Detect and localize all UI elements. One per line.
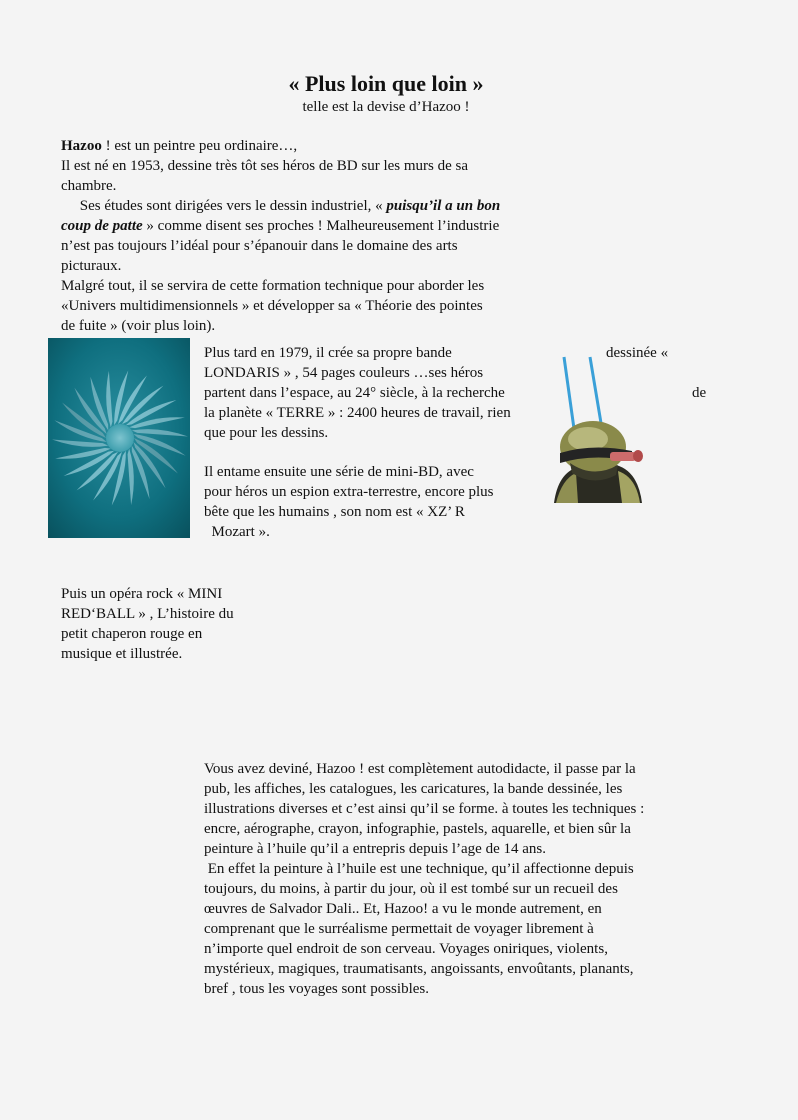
- closing-line: illustrations diverses et c’est ainsi qu’il se forme. à toutes les techniques :: [204, 801, 645, 817]
- londaris-line-4: la planète « TERRE » : 2400 heures de travail, rien: [204, 405, 511, 421]
- londaris-line-2: LONDARIS » , 54 pages couleurs …ses héros: [204, 365, 484, 381]
- closing-line: pub, les affiches, les catalogues, les caricatures, la bande dessinée, les: [204, 781, 623, 797]
- artist-name: Hazoo: [61, 138, 102, 154]
- intro-line-7: picturaux.: [61, 258, 122, 274]
- intro-line-2: Il est né en 1953, dessine très tôt ses héros de BD sur les murs de sa: [61, 158, 469, 174]
- closing-line: n’importe quel endroit de son cerveau. Voyages oniriques, violents,: [204, 941, 608, 957]
- page-subtitle: telle est la devise d’Hazoo !: [302, 99, 470, 115]
- minibd-line-3: bête que les humains , son nom est « XZ’ R: [204, 504, 465, 520]
- spiral-artwork-image: [48, 338, 190, 538]
- intro-line-5-text: » comme disent ses proches ! Malheureusement l’industrie: [142, 218, 500, 234]
- intro-line-8: Malgré tout, il se servira de cette formation technique pour aborder les: [61, 278, 485, 294]
- intro-line-10: de fuite » (voir plus loin).: [61, 318, 216, 334]
- closing-line: encre, aérographe, crayon, infographie, pastels, aquarelle, et bien sûr la: [204, 821, 631, 837]
- londaris-line-3: partent dans l’espace, au 24° siècle, à la recherche: [204, 385, 505, 401]
- closing-line: toujours, du moins, à partir du jour, où il est tombé sur un recueil des: [204, 881, 618, 897]
- opera-line-4: musique et illustrée.: [61, 646, 183, 662]
- minibd-line-2: pour héros un espion extra-terrestre, encore plus: [204, 484, 494, 500]
- intro-line-3: chambre.: [61, 178, 117, 194]
- closing-line: Vous avez deviné, Hazoo ! est complètement autodidacte, il passe par la: [204, 761, 636, 777]
- londaris-line-5: que pour les dessins.: [204, 425, 329, 441]
- closing-line: mystérieux, magiques, traumatisants, angoissants, envoûtants, planants,: [204, 961, 634, 977]
- minibd-line-4: Mozart ».: [204, 524, 270, 540]
- closing-line: bref , tous les voyages sont possibles.: [204, 981, 429, 997]
- londaris-line-1b: dessinée «: [606, 345, 669, 361]
- opera-line-1: Puis un opéra rock « MINI: [61, 586, 223, 602]
- intro-line-6: n’est pas toujours l’idéal pour s’épanouir dans le domaine des arts: [61, 238, 458, 254]
- opera-line-2: RED‘BALL » , L’histoire du: [61, 606, 234, 622]
- opera-line-3: petit chaperon rouge en: [61, 626, 203, 642]
- londaris-line-1a: Plus tard en 1979, il crée sa propre bande: [204, 345, 452, 361]
- alien-character-image: [548, 355, 648, 505]
- intro-line-9: «Univers multidimensionnels » et développer sa « Théorie des pointes: [61, 298, 483, 314]
- closing-line: En effet la peinture à l’huile est une technique, qu’il affectionne depuis: [204, 861, 634, 877]
- intro-line-4: [61, 196, 500, 216]
- intro-line-4-text: Ses études sont dirigées vers le dessin industriel, «: [61, 198, 387, 214]
- intro-line-1: [61, 136, 297, 156]
- page-title: « Plus loin que loin »: [288, 71, 484, 96]
- intro-line-5: [61, 216, 499, 236]
- intro-line-1-text: ! est un peintre peu ordinaire…,: [101, 138, 298, 154]
- spiral-artwork-svg: [48, 338, 190, 538]
- minibd-line-1: Il entame ensuite une série de mini-BD, avec: [204, 464, 474, 480]
- londaris-line-3b: de: [692, 385, 707, 401]
- closing-line: comprenant que le surréalisme permettait de voyager librement à: [204, 921, 594, 937]
- quote-part-2: coup de patte: [61, 218, 143, 234]
- quote-part-1: puisqu’il a un bon: [386, 198, 501, 214]
- closing-line: œuvres de Salvador Dali.. Et, Hazoo! a vu le monde autrement, en: [204, 901, 602, 917]
- closing-line: peinture à l’huile qu’il a entrepris depuis l’age de 14 ans.: [204, 841, 546, 857]
- alien-character-svg: [548, 355, 648, 505]
